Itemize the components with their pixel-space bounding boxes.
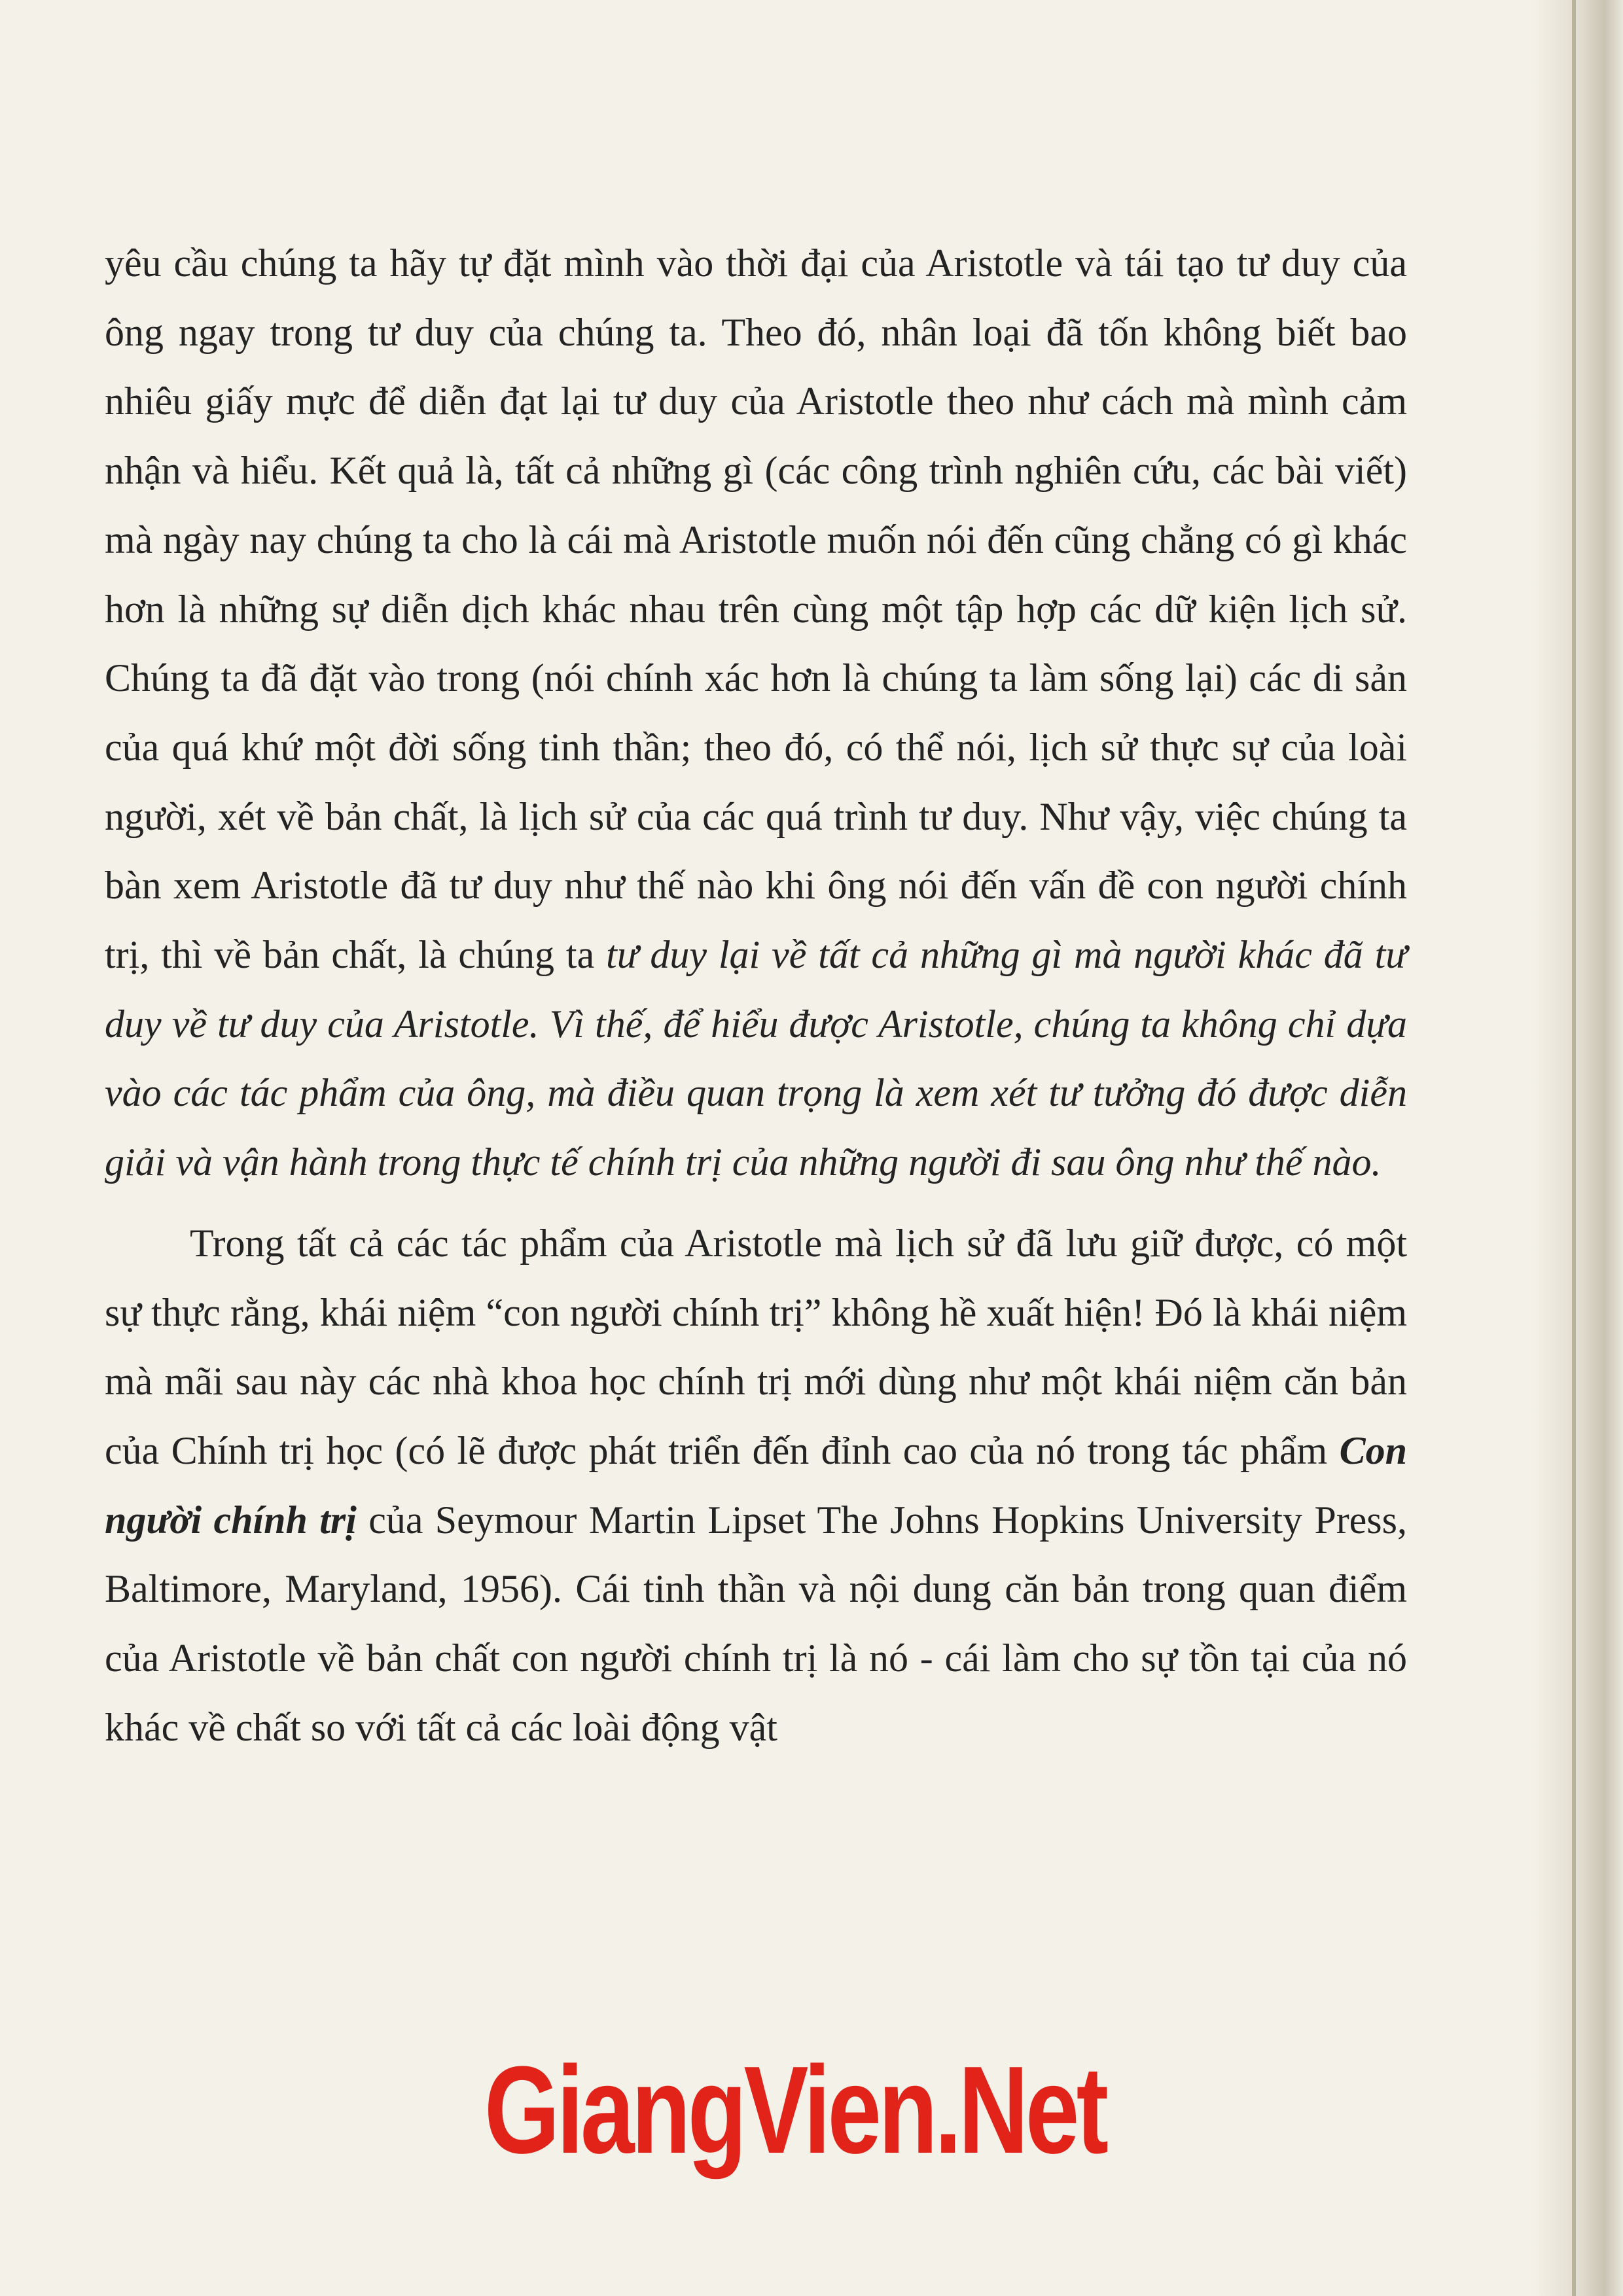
book-spine-edge <box>1572 0 1576 2296</box>
paragraph-2-text-obscured: h trị là <box>751 1636 870 1680</box>
body-text <box>105 229 1407 1762</box>
paragraph-1-italic-text: tư duy lại về tất cả những gì mà người khác đã tư duy về tư duy của Aristotle. Vì thế, để hiểu được Aristotle, chúng ta không chỉ dựa vào các tác phẩm của ông, mà điều quan trọng là xem xét tư tưởng đó được diễn giải và vận hành trong thực tế chính trị của những người đi sau ông như thế nào. <box>105 933 1407 1184</box>
book-spine-shadow <box>1531 0 1623 2296</box>
paragraph-1 <box>105 229 1407 1197</box>
paragraph-1-text: yêu cầu chúng ta hãy tự đặt mình vào thời đại của Aristotle và tái tạo tư duy của ông ngay trong tư duy của chúng ta. Theo đó, nhân loại đã tốn không biết bao nhiêu giấy mực để diễn đạt lại tư duy của Aristotle theo như cách mà mình cảm nhận và hiểu. Kết quả là, tất cả những gì (các công trình nghiên cứu, các bài viết) mà ngày nay chúng ta cho là cái mà Aristotle muốn nói đến cũng chẳng có gì khác hơn là những sự diễn dịch khác nhau trên cùng một tập hợp các dữ kiện lịch sử. Chúng ta đã đặt vào trong (nói chính xác hơn là chúng ta làm sống lại) các di sản của quá khứ một đời sống tinh thần; theo đó, có thể nói, lịch sử thực sự của loài người, xét về bản chất, là lịch sử của các quá trình tư duy. Như vậy, việc chúng ta bàn xem Aristotle đã tư duy như thế nào khi ông nói đến vấn đề con người chính trị, thì về bản chất, là chúng ta <box>105 241 1407 977</box>
paragraph-2-text-start: Trong tất cả các tác phẩm của Aristotle mà lịch sử đã lưu giữ được, có một sự thực rằng, khái niệm “con người chính trị” không hề xuất hiện! Đó là khái niệm mà mãi sau này các nhà khoa học chính trị mới dùng như một khái niệm căn bản của Chính trị học (có lẽ được phát triển đến đỉnh cao của nó trong tác phẩm <box>105 1221 1407 1472</box>
paragraph-2-text-middle: của Seymour Martin Lipset The Johns Hopkins University Press, Baltimore, Maryland, 1956). Cái tinh thần và nội dung căn bản trong quan điểm của Aristotle về bản chất con người chín <box>105 1498 1407 1680</box>
book-title: Con người chính trị <box>105 1428 1407 1542</box>
watermark-logo: GiangVien.Net <box>484 2041 1106 2180</box>
paragraph-2 <box>105 1209 1407 1763</box>
paragraph-2-text-end: nó - cái làm cho sự tồn tại của nó khác về chất so với tất cả các loài động vật <box>105 1636 1407 1749</box>
